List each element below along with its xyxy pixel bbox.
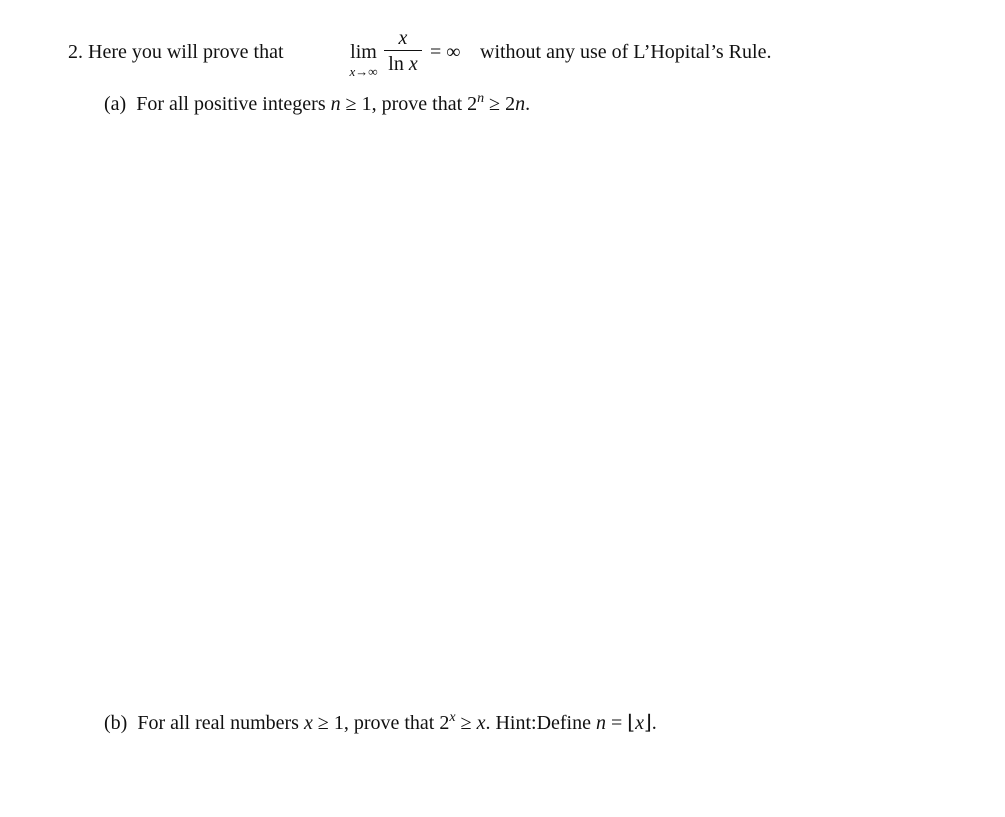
lim-subscript: x→∞: [349, 64, 378, 79]
part-a-end: .: [525, 93, 531, 115]
problem-suffix: without any use of L’Hopital’s Rule.: [480, 41, 772, 63]
part-b-var-x: x: [303, 712, 313, 734]
equals-infinity: = ∞: [430, 41, 461, 63]
ln-argument: x: [408, 53, 418, 75]
fraction-bar: [384, 50, 422, 51]
part-b-end: .: [651, 712, 657, 734]
part-b-exponent: x: [449, 710, 456, 725]
ln-function: ln: [388, 53, 404, 75]
limit-operator: [341, 42, 386, 78]
lim-word: lim: [350, 41, 377, 63]
part-a-ineq: ≥ 1, prove that 2: [345, 93, 478, 115]
fraction-denominator: [384, 53, 422, 75]
part-b-var-x2: x: [476, 712, 486, 734]
part-b-label: (b): [104, 712, 128, 734]
part-b-hint: . Hint:Define: [485, 712, 591, 734]
problem-prefix: 2. Here you will prove that: [68, 41, 284, 63]
part-b-var-n: n: [595, 712, 606, 734]
floor-var: x: [635, 712, 644, 734]
part-a-exponent: n: [477, 91, 485, 106]
part-b: [104, 710, 657, 734]
part-b-eq: =: [610, 712, 623, 734]
part-b-text: For all real numbers: [137, 712, 299, 734]
part-a-label: (a): [104, 93, 127, 115]
part-a-ineq2: ≥ 2: [489, 93, 516, 115]
part-a-var-n: n: [330, 93, 341, 115]
floor-open: ⌊: [627, 712, 636, 734]
part-a-text: For all positive integers: [136, 93, 326, 115]
fraction: [384, 27, 422, 75]
fraction-numerator: x: [398, 27, 408, 49]
floor-close: ⌋: [643, 712, 652, 734]
part-a-var-n2: n: [515, 93, 526, 115]
part-a: [104, 91, 531, 115]
part-b-ineq2: ≥: [460, 712, 472, 734]
part-b-ineq: ≥ 1, prove that 2: [317, 712, 450, 734]
